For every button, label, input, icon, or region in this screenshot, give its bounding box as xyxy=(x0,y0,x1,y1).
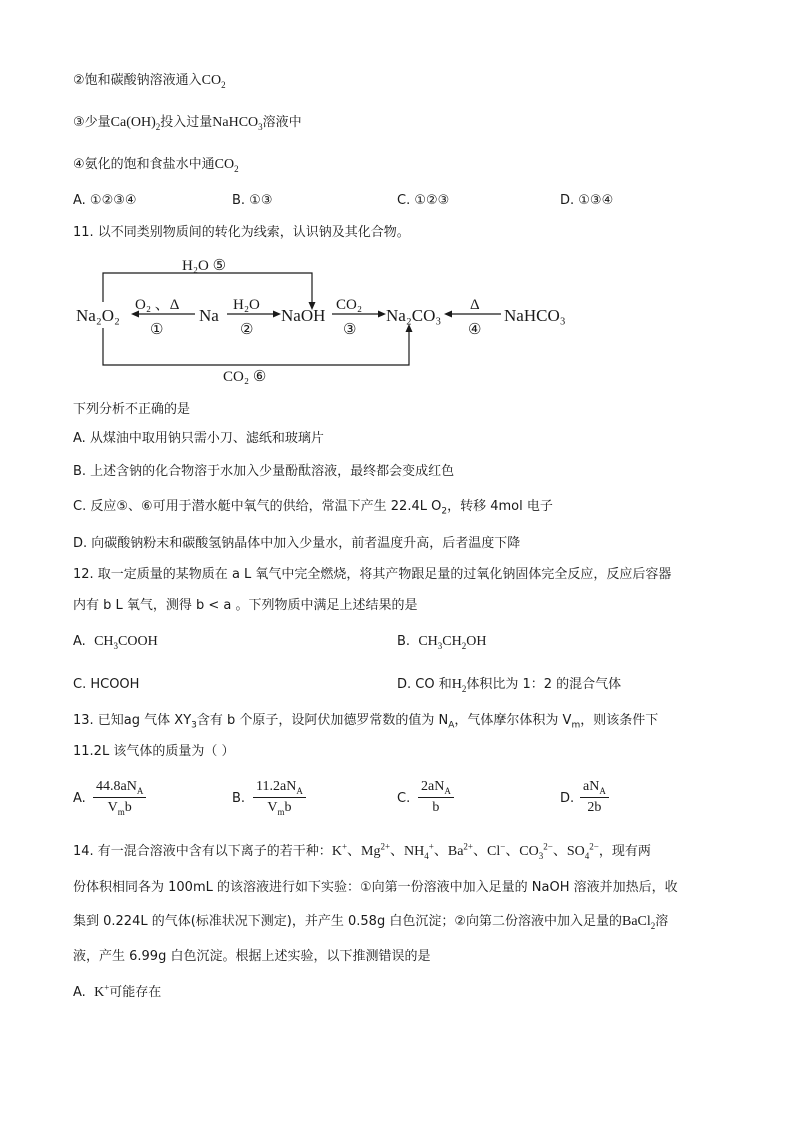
q12-option-d: D. CO 和$H_2$体积比为 1：2 的混合气体 xyxy=(397,677,622,694)
label-route-5: H₂O ⑤ xyxy=(182,258,227,274)
statement-3: ③少量$Ca(OH)_2$投入过量NaHCO$_3$溶液中 xyxy=(73,115,302,132)
q13-stem-line1: 13. 已知ag 气体 $XY_3$含有 b 个原子，设阿伏加德罗常数的值为 $N_A$，气体摩尔体积为 $V_m$，则该条件下 xyxy=(73,713,659,731)
q13-option-c-fraction: $2aN_A$ b xyxy=(418,779,454,816)
q11-option-d: D. 向碳酸钠粉末和碳酸氢钠晶体中加入少量水，前者温度升高，后者温度下降 xyxy=(73,536,521,551)
q12-stem-line2: 内有 b L 氧气，测得 b < a 。下列物质中满足上述结果的是 xyxy=(73,598,418,613)
q10-option-c: C. ①②③ xyxy=(397,193,450,208)
q14-stem-line1: 14. 有一混合溶液中含有以下离子的若干种：K+、$Mg^{2+}$、$NH_4^+$、$Ba^{2+}$、Cl−、$CO_3^{2-}$、$SO_4^{2-}$，现有两 xyxy=(73,841,651,861)
q11-stem: 11. 以不同类别物质间的转化为线索，认识钠及其化合物。 xyxy=(73,225,410,240)
q14-option-a: A. K+可能存在 xyxy=(73,982,162,1000)
statement-2: ②饱和碳酸钠溶液通入$CO_2$ xyxy=(73,73,226,90)
node-nahco3: NaHCO₃ xyxy=(504,306,566,325)
label-route-6: CO₂ ⑥ xyxy=(223,369,267,385)
node-na2o2: Na₂O₂ xyxy=(76,306,120,325)
q10-option-b: B. ①③ xyxy=(232,193,273,208)
label-reaction-4: Δ xyxy=(470,297,480,313)
q14-stem-line4: 液，产生 6.99g 白色沉淀。根据上述实验，以下推测错误的是 xyxy=(73,949,431,964)
q13-stem-line2: 11.2L 该气体的质量为（ ） xyxy=(73,744,235,759)
number-1: ① xyxy=(150,322,164,338)
number-4: ④ xyxy=(468,322,482,338)
number-2: ② xyxy=(240,322,254,338)
q12-option-b: B. $CH_3CH_2OH$ xyxy=(397,634,487,651)
node-naoh: NaOH xyxy=(281,306,326,325)
sodium-conversion-diagram xyxy=(70,252,590,392)
label-reaction-1: O₂ 、Δ xyxy=(135,297,180,313)
q13-option-a-label: A. xyxy=(73,791,86,806)
q12-stem-line1: 12. 取一定质量的某物质在 a L 氧气中完全燃烧，将其产物跟足量的过氧化钠固体完全反应，反应后容器 xyxy=(73,567,672,582)
q11-option-a: A. 从煤油中取用钠只需小刀、滤纸和玻璃片 xyxy=(73,431,324,446)
q13-option-d-fraction: $aN_A$ 2b xyxy=(580,779,609,816)
q10-option-d: D. ①③④ xyxy=(560,193,614,208)
q10-option-a: A. ①②③④ xyxy=(73,193,137,208)
q11-option-c: C. 反应⑤、⑥可用于潜水艇中氧气的供给，常温下产生 22.4L $O_2$，转移 4mol 电子 xyxy=(73,499,553,517)
node-na: Na xyxy=(199,306,219,325)
q11-prompt: 下列分析不正确的是 xyxy=(73,402,191,417)
q13-option-d-label: D. xyxy=(560,791,575,806)
q12-option-a: A. $CH_3COOH$ xyxy=(73,634,158,651)
q13-option-b-fraction: $11.2aN_A$ $V_mb$ xyxy=(253,779,306,816)
number-3: ③ xyxy=(343,322,357,338)
node-na2co3: Na₂CO₃ xyxy=(386,306,442,325)
q14-stem-line3: 集到 0.224L 的气体(标准状况下测定)，并产生 0.58g 白色沉淀；②向第二份溶液中加入足量的BaCl$_2$溶 xyxy=(73,914,669,931)
statement-4: ④氨化的饱和食盐水中通$CO_2$ xyxy=(73,157,239,174)
label-reaction-2: H₂O xyxy=(233,297,260,313)
q13-option-b-label: B. xyxy=(232,791,246,806)
q13-option-a-fraction: $44.8aN_A$ $V_mb$ xyxy=(93,779,146,816)
q12-option-c: C. HCOOH xyxy=(73,677,140,692)
q14-stem-line2: 份体积相同各为 100mL 的该溶液进行如下实验：①向第一份溶液中加入足量的 NaOH 溶液并加热后，收 xyxy=(73,880,678,895)
q11-option-b: B. 上述含钠的化合物溶于水加入少量酚酞溶液，最终都会变成红色 xyxy=(73,464,455,479)
label-reaction-3: CO₂ xyxy=(336,297,363,313)
q13-option-c-label: C. xyxy=(397,791,411,806)
